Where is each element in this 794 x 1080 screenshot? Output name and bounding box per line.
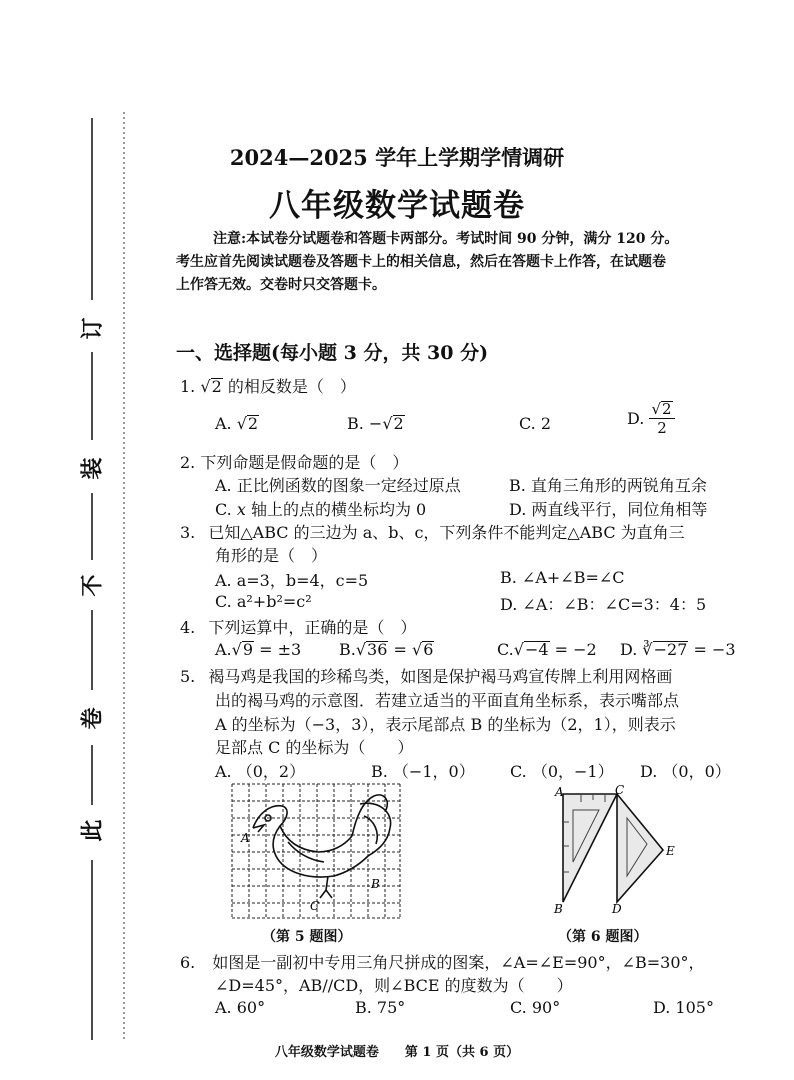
fig5-caption: （第 5 题图） — [262, 929, 352, 945]
fig6-label-c: C — [615, 783, 625, 797]
question-4: 4. 下列运算中，正确的是（ ） — [180, 618, 417, 637]
q1-text: 的相反数是（ ） — [227, 377, 356, 396]
q5-option-b: B. （−1，0） — [371, 762, 475, 781]
exam-year-title: 2024—2025 学年上学期学情调研 — [229, 145, 565, 170]
question-3: 3. 已知△ABC 的三边为 a、b、c，下列条件不能判定△ABC 为直角三 — [180, 523, 685, 542]
q6-option-d: D. 105° — [653, 998, 714, 1017]
fig6-label-a: A — [555, 785, 564, 799]
exam-title: 八年级数学试题卷 — [269, 188, 525, 224]
q5-option-c: C. （0，−1） — [510, 762, 614, 781]
question-2: 2. 下列命题是假命题的是（ ） — [180, 453, 409, 472]
question-5: 5. 褐马鸡是我国的珍稀鸟类，如图是保护褐马鸡宣传牌上利用网格画 — [180, 667, 673, 686]
q4-option-a: A.√9 = ±3 — [215, 640, 302, 659]
page-footer: 八年级数学试题卷 第 1 页（共 6 页） — [274, 1045, 520, 1060]
q5-line-2: 出的褐马鸡的示意图．若建立适当的平面直角坐标系，表示嘴部点 — [215, 691, 680, 710]
q5-option-a: A. （0，2） — [215, 762, 306, 781]
q2-option-c: C. x 轴上的点的横坐标均为 0 — [215, 500, 427, 519]
note-label: 注意: — [213, 231, 247, 247]
q2-option-b: B. 直角三角形的两锐角互余 — [509, 476, 707, 495]
q4-text: 下列运算中，正确的是（ ） — [208, 618, 417, 637]
q2-text: 下列命题是假命题的是（ ） — [200, 453, 409, 472]
fig5-label-a: A — [241, 831, 250, 845]
binding-char-ci: 此 — [79, 819, 106, 842]
q6-option-c: C. 90° — [510, 998, 561, 1017]
q3-option-a: A. a=3，b=4，c=5 — [215, 571, 369, 590]
q6-option-b: B. 75° — [355, 998, 406, 1017]
q3-line-2: 角形的是（ ） — [215, 546, 328, 565]
q4-option-d: D. ∛−27 = −3 — [620, 640, 736, 659]
q5-option-d: D. （0，0） — [640, 762, 731, 781]
binding-char-ding: 订 — [79, 317, 106, 340]
q3-option-b: B. ∠A+∠B=∠C — [500, 568, 625, 587]
q6-line-2: ∠D=45°，AB//CD，则∠BCE 的度数为（ ） — [215, 976, 573, 995]
note-text-1: 本试卷分试题卷和答题卡两部分。考试时间 90 分钟，满分 120 分。 — [246, 231, 679, 247]
section-title: 一、选择题(每小题 3 分，共 30 分) — [176, 342, 489, 364]
fig5-label-b: B — [371, 877, 380, 891]
fig6-label-d: D — [612, 902, 622, 916]
q3-line-1: 已知△ABC 的三边为 a、b、c，下列条件不能判定△ABC 为直角三 — [208, 523, 685, 542]
q4-option-c: C.√−4 = −2 — [497, 640, 597, 659]
q2-option-d: D. 两直线平行，同位角相等 — [509, 500, 708, 519]
binding-char-bu: 不 — [79, 574, 106, 597]
q1-option-a: A. √2 — [215, 414, 259, 433]
q5-line-4: 足部点 C 的坐标为（ ） — [215, 738, 414, 757]
q1-number: 1. — [180, 377, 196, 396]
q6-option-a: A. 60° — [215, 998, 266, 1017]
question-1: 1. √2 的相反数是（ ） — [180, 377, 356, 396]
note-line-2: 考生应首先阅读试题卷及答题卡上的相关信息，然后在答题卡上作答，在试题卷 — [176, 254, 666, 270]
q5-line-3: A 的坐标为（−3，3），表示尾部点 B 的坐标为（2，1），则表示 — [215, 715, 676, 734]
fig6-label-b: B — [554, 902, 563, 916]
q1-option-b: B. −√2 — [347, 414, 404, 433]
fig6-caption: （第 6 题图） — [558, 929, 648, 945]
fig6-label-e: E — [666, 844, 675, 858]
q1-radicand: 2 — [211, 377, 222, 396]
figure-6-triangles — [545, 782, 685, 917]
q1-option-c: C. 2 — [519, 414, 552, 433]
figure-5-grid-bird — [228, 780, 404, 922]
fig5-label-c: C — [310, 899, 320, 913]
q1-option-d: D. $\frac{√2}{2}$ — [627, 400, 675, 437]
q6-line-1: 如图是一副初中专用三角尺拼成的图案，∠A=∠E=90°，∠B=30°， — [212, 953, 705, 972]
q5-line-1: 褐马鸡是我国的珍稀鸟类，如图是保护褐马鸡宣传牌上利用网格画 — [208, 667, 673, 686]
q2-option-a: A. 正比例函数的图象一定经过原点 — [215, 476, 461, 495]
binding-char-juan: 卷 — [79, 707, 106, 730]
note-line-1 — [213, 228, 678, 248]
q3-option-c: C. a²+b²=c² — [215, 592, 312, 611]
question-6: 6. 如图是一副初中专用三角尺拼成的图案，∠A=∠E=90°，∠B=30°， — [180, 953, 705, 972]
note-line-3: 上作答无效。交卷时只交答题卡。 — [176, 277, 386, 293]
binding-char-zhuang: 装 — [79, 457, 106, 480]
q4-option-b: B.√36 = √6 — [339, 640, 434, 659]
q3-option-d: D. ∠A：∠B：∠C=3：4：5 — [500, 595, 707, 614]
q1-fraction: $\frac{√2}{2}$ — [649, 400, 674, 437]
